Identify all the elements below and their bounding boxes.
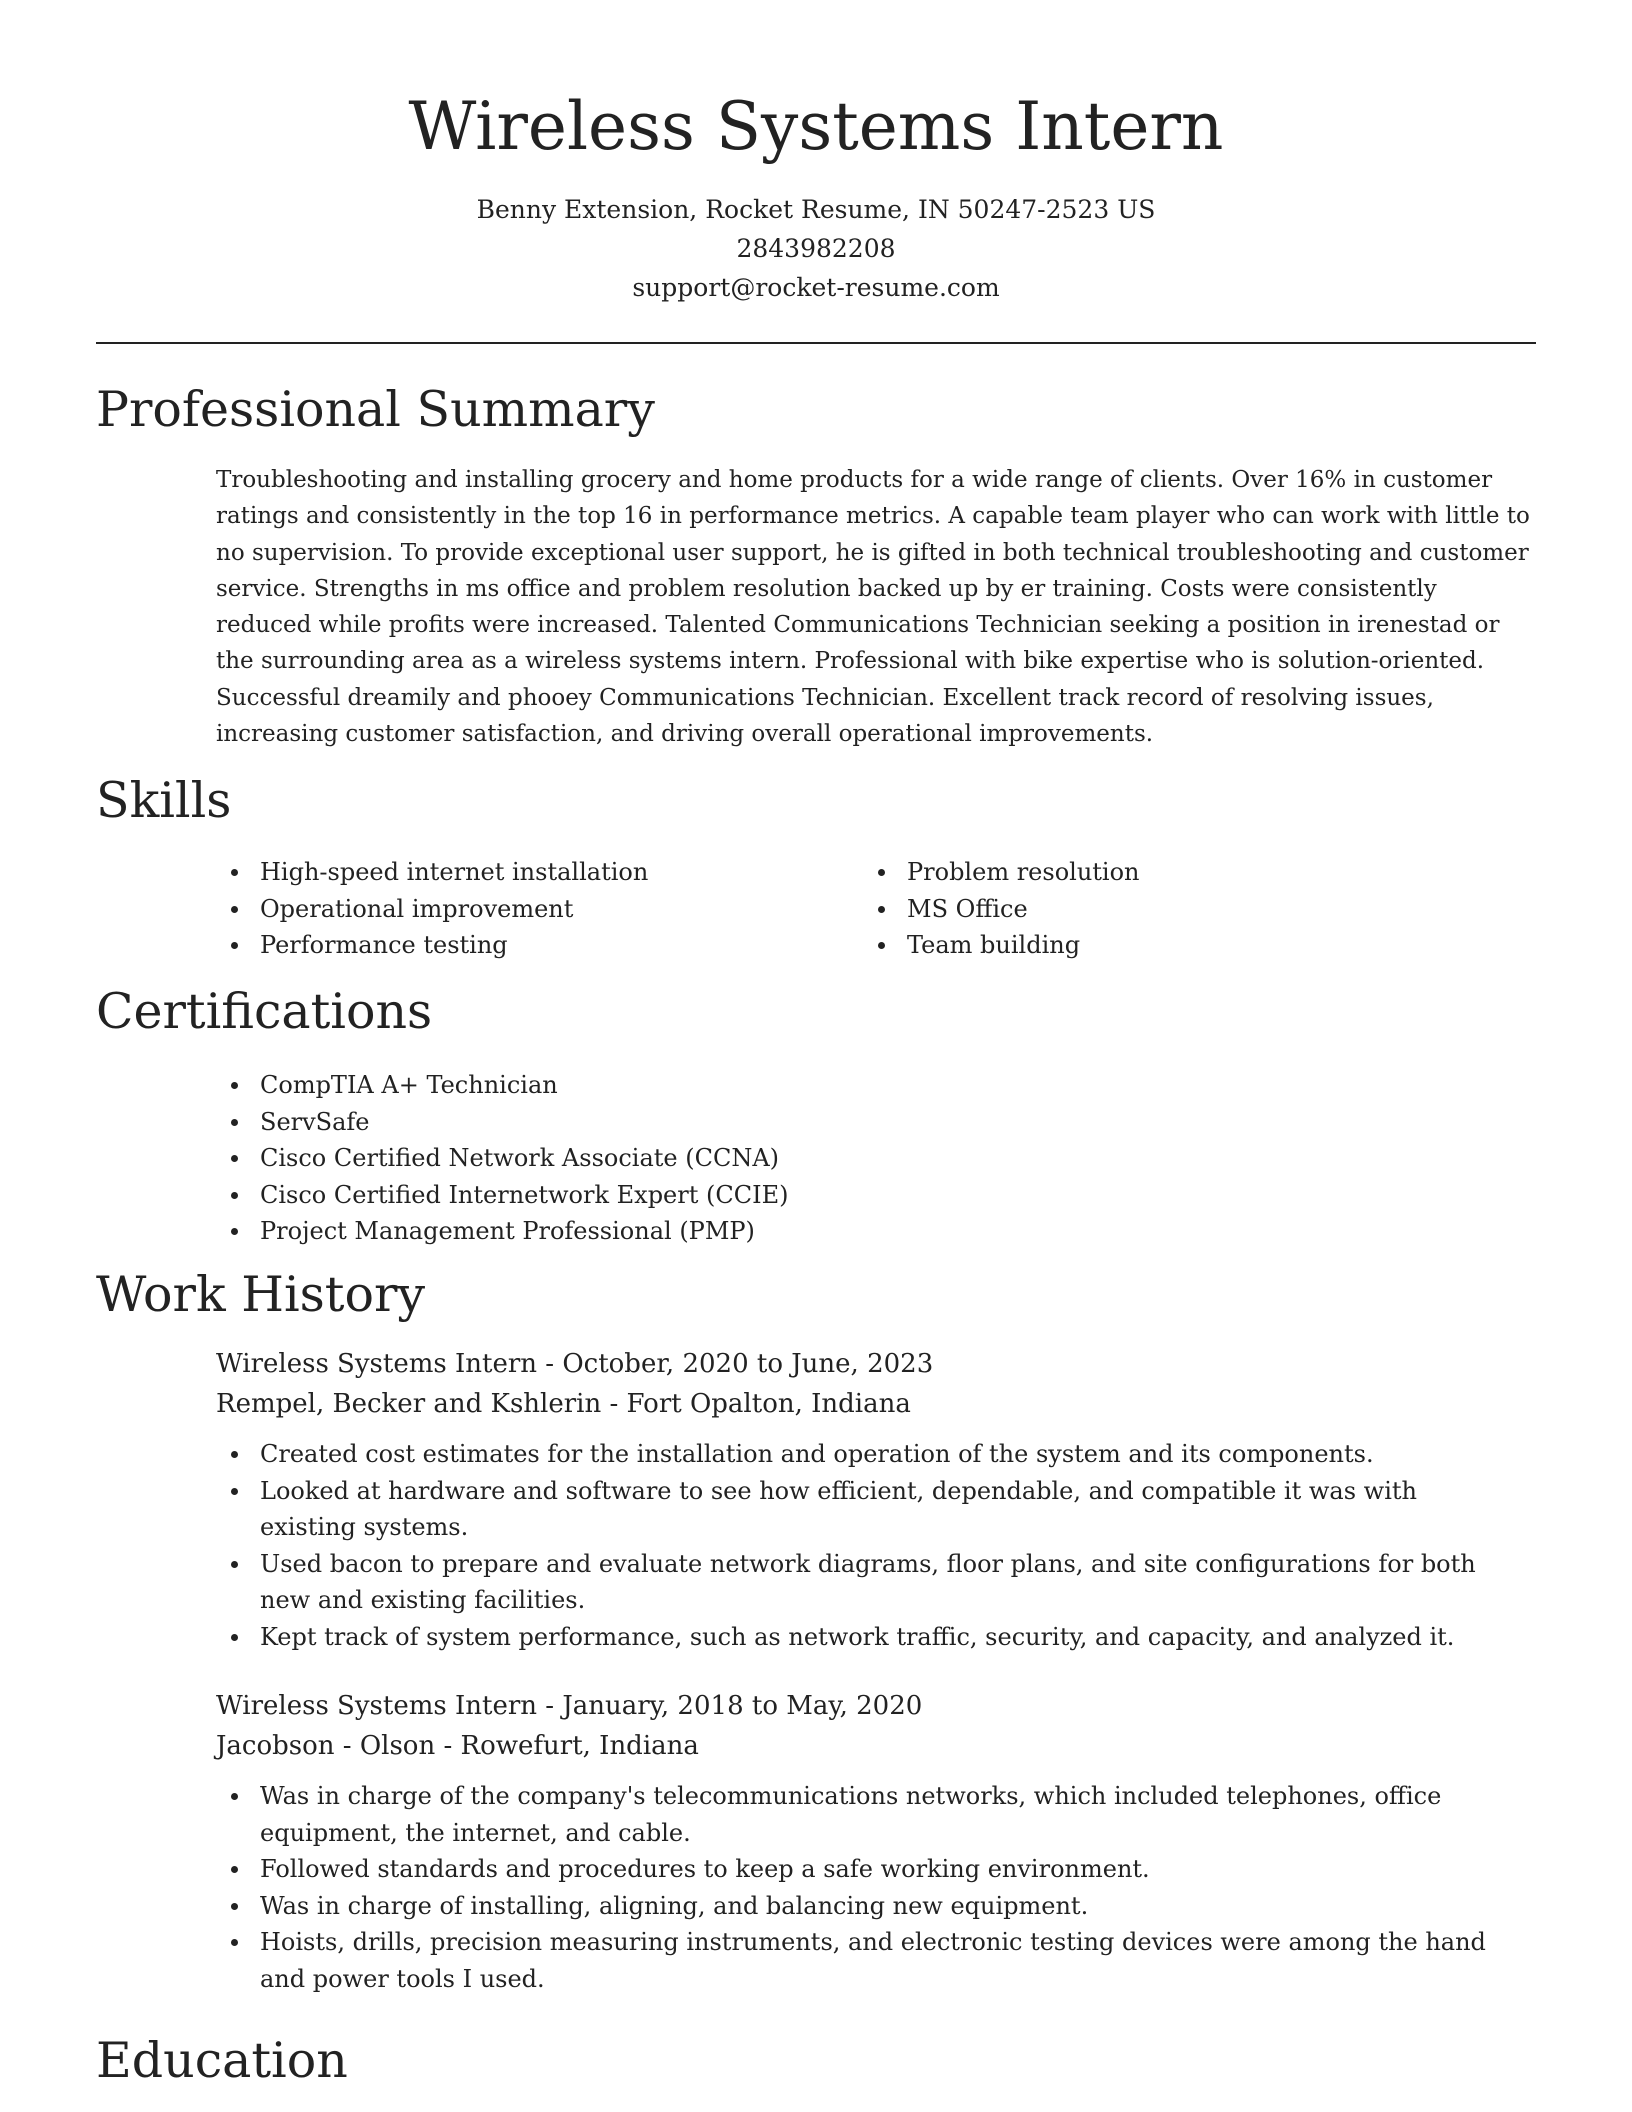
certification-item: Project Management Professional (PMP): [216, 1213, 788, 1250]
skill-item: MS Office: [863, 891, 1140, 928]
job-bullet: Kept track of system performance, such as network traffic, security, and capacity, and analyzed it.: [216, 1619, 1516, 1656]
skills-list-left: [216, 854, 648, 964]
job-bullet: Created cost estimates for the installation and operation of the system and its components.: [216, 1436, 1516, 1473]
job-entry: [216, 1344, 1516, 1655]
certification-item: ServSafe: [216, 1104, 788, 1141]
summary-heading: Professional Summary: [96, 381, 655, 438]
skill-item: High-speed internet installation: [216, 854, 648, 891]
job-bullet: Hoists, drills, precision measuring instruments, and electronic testing devices were among the hand and power tools I used.: [216, 1924, 1516, 1997]
resume-name: Wireless Systems Intern: [408, 88, 1224, 165]
job-role: Wireless Systems Intern - January, 2018 to May, 2020: [216, 1691, 923, 1721]
certifications-heading: Certifications: [96, 983, 433, 1040]
certification-item: Cisco Certified Network Associate (CCNA): [216, 1140, 788, 1177]
skill-item: Team building: [863, 927, 1140, 964]
certification-item: CompTIA A+ Technician: [216, 1067, 788, 1104]
contact-address: Benny Extension, Rocket Resume, IN 50247-2523 US: [476, 195, 1156, 224]
job-company: Jacobson - Olson - Rowefurt, Indiana: [216, 1731, 699, 1761]
job-bullet: Used bacon to prepare and evaluate network diagrams, floor plans, and site configurations for both new and existing facilities.: [216, 1546, 1516, 1619]
job-bullets: [216, 1436, 1516, 1655]
header-divider: [96, 342, 1536, 344]
certifications-list: [216, 1067, 788, 1250]
job-role: Wireless Systems Intern - October, 2020 to June, 2023: [216, 1349, 934, 1379]
skills-list-right: [863, 854, 1140, 964]
skill-item: Performance testing: [216, 927, 648, 964]
skill-item: Operational improvement: [216, 891, 648, 928]
contact-email: support@rocket-resume.com: [632, 273, 1000, 302]
education-heading: Education: [96, 2032, 348, 2089]
skills-heading: Skills: [96, 772, 232, 829]
skill-item: Problem resolution: [863, 854, 1140, 891]
contact-info: [0, 190, 1632, 307]
summary-text: Troubleshooting and installing grocery and home products for a wide range of clients. Over 16% in customer ratings and consistently in the top 16 in performance metrics. A capable team player who can work with little to no supervision. To provide exceptional user support, he is gifted in both technical troubleshooting and customer service. Strengths in ms office and problem resolution backed up by er training. Costs were consistently reduced while profits were increased. Talented Communications Technician seeking a position in irenestad or the surrounding area as a wireless systems intern. Professional with bike expertise who is solution-oriented. Successful dreamily and phooey Communications Technician. Excellent track record of resolving issues, increasing customer satisfaction, and driving overall operational improvements.: [216, 467, 1530, 748]
job-entry: [216, 1686, 1516, 1997]
job-bullet: Was in charge of the company's telecommunications networks, which included telephones, office equipment, the internet, and cable.: [216, 1778, 1516, 1851]
contact-phone: 2843982208: [736, 234, 896, 263]
job-bullet: Was in charge of installing, aligning, and balancing new equipment.: [216, 1888, 1516, 1925]
job-company: Rempel, Becker and Kshlerin - Fort Opalton, Indiana: [216, 1389, 911, 1419]
work-history-heading: Work History: [96, 1266, 426, 1323]
job-bullet: Looked at hardware and software to see how efficient, dependable, and compatible it was with existing systems.: [216, 1473, 1516, 1546]
job-bullets: [216, 1778, 1516, 1997]
job-bullet: Followed standards and procedures to keep a safe working environment.: [216, 1851, 1516, 1888]
certification-item: Cisco Certified Internetwork Expert (CCIE): [216, 1177, 788, 1214]
